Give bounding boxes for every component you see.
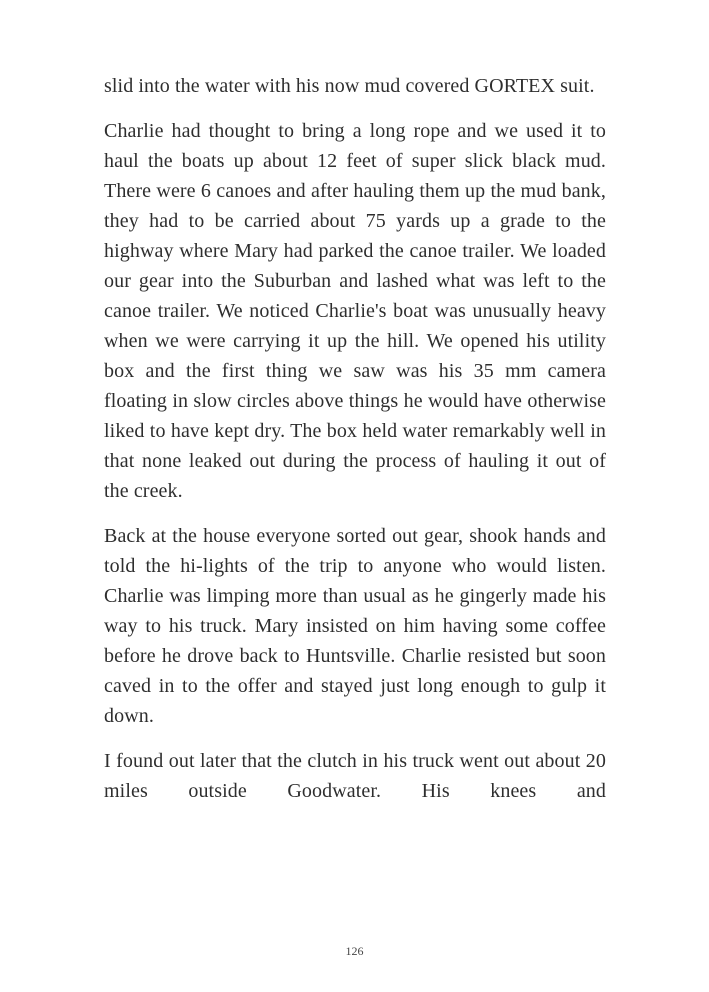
page-text — [104, 71, 606, 821]
paragraph: Back at the house everyone sorted out gear, shook hands and told the hi-lights of the trip to anyone who would listen. Charlie was limping more than usual as he gingerly made his way to his truck. Mary insisted on him having some coffee before he drove back to Huntsville. Charlie resisted but soon caved in to the offer and stayed just long enough to gulp it down. — [104, 525, 606, 727]
paragraph: slid into the water with his now mud covered GORTEX suit. — [104, 75, 595, 97]
page-number: 126 — [345, 944, 364, 958]
paragraph: I found out later that the clutch in his truck went out about 20 miles outside Goodwater. His knees and — [104, 750, 606, 802]
paragraph: Charlie had thought to bring a long rope and we used it to haul the boats up about 12 feet of super slick black mud. There were 6 canoes and after hauling them up the mud bank, they had to be carried about 75 yards up a grade to the highway where Mary had parked the canoe trailer. We loaded our gear into the Suburban and lashed what was left to the canoe trailer. We noticed Charlie's boat was unusually heavy when we were carrying it up the hill. We opened his utility box and the first thing we saw was his 35 mm camera floating in slow circles above things he would have otherwise liked to have kept dry. The box held water remarkably well in that none leaked out during the process of hauling it out of the creek. — [104, 120, 606, 502]
